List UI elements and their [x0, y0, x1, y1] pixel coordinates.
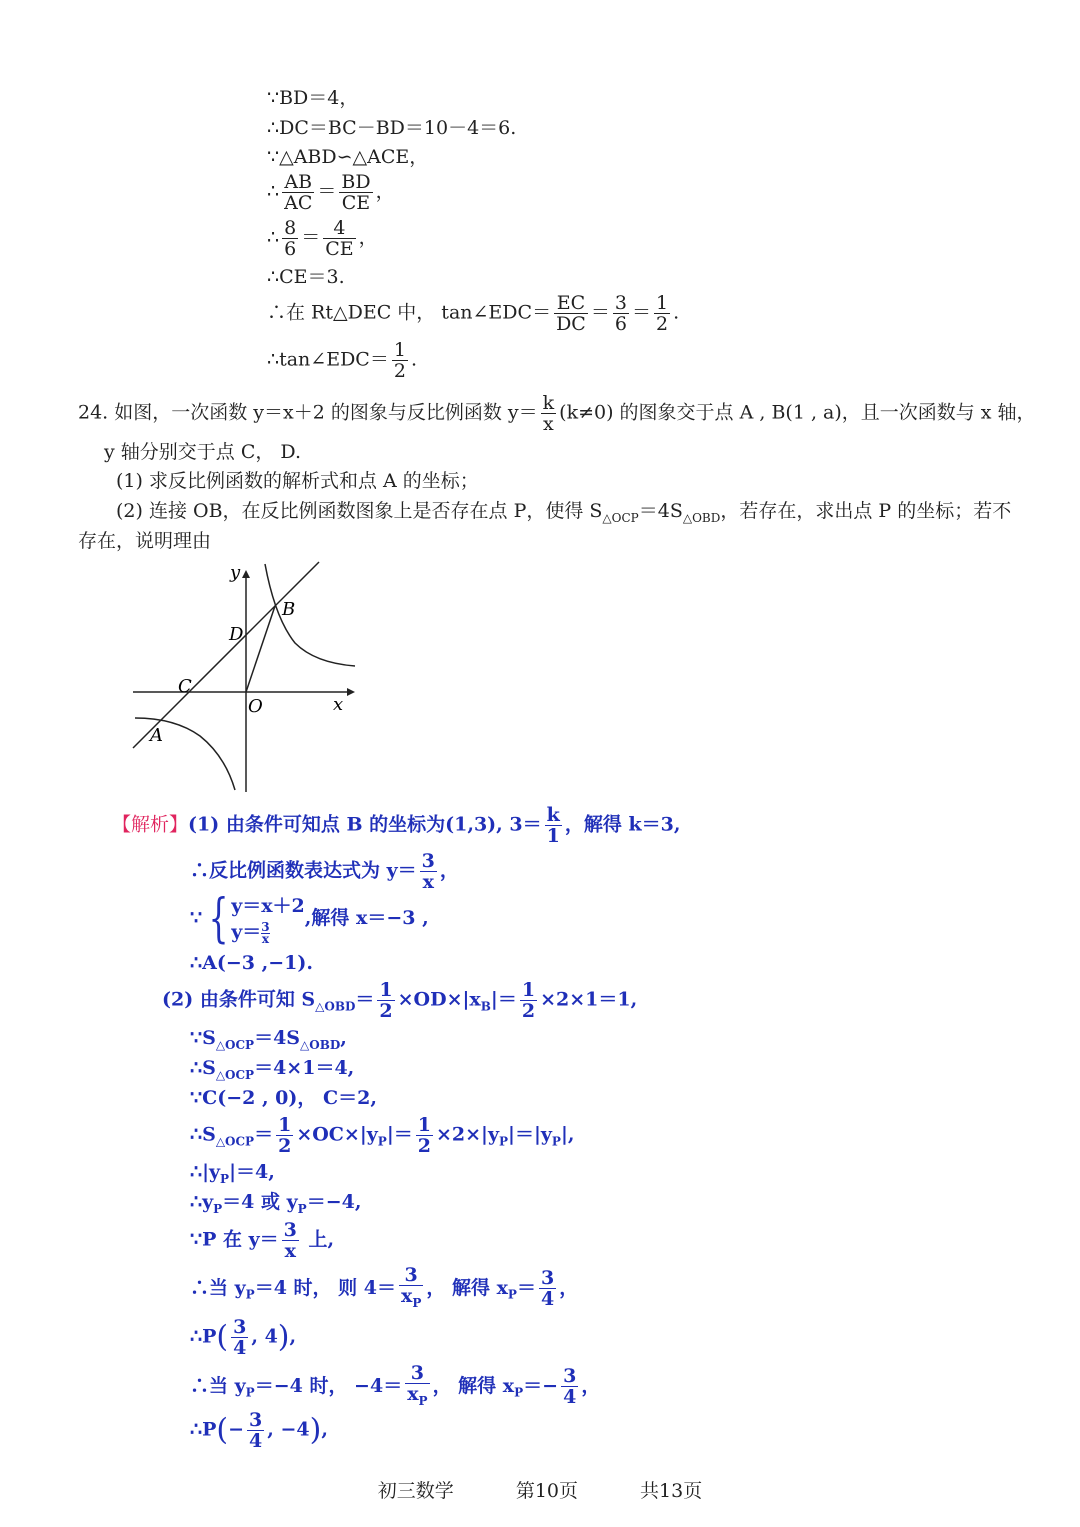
analysis-line: [112, 805, 680, 846]
text: ∵C(−2 , 0)， C＝2,: [190, 1087, 377, 1109]
analysis-line: [190, 951, 313, 975]
text: .: [410, 348, 417, 371]
denominator: DC: [556, 313, 586, 335]
solution-line: [267, 265, 345, 289]
text: ，解得 k＝3,: [564, 813, 681, 836]
fraction: [561, 1366, 578, 1407]
denominator: 4: [249, 1430, 263, 1452]
text: (1) 由条件可知点 B 的坐标为(1,3), 3＝: [188, 813, 542, 836]
problem-line: [104, 440, 301, 464]
x-axis-arrow: [347, 688, 355, 696]
denominator: 1: [546, 825, 560, 847]
text: 上,: [301, 1228, 335, 1251]
numerator: 1: [393, 339, 406, 361]
subscript: B: [480, 999, 491, 1014]
text: ＝: [355, 988, 375, 1011]
text: ∴当 y: [190, 1276, 246, 1299]
text: ＝: [590, 301, 610, 324]
text: ＝: [631, 301, 651, 324]
text: ＝: [317, 180, 337, 203]
text: ，: [358, 226, 378, 249]
numerator: 3: [421, 850, 435, 872]
text: x: [407, 1383, 419, 1405]
subscript: △OBD: [682, 510, 721, 525]
denominator: [405, 1384, 429, 1411]
subscript: P: [245, 1385, 255, 1400]
numerator: 3: [540, 1267, 555, 1290]
label-b: B: [282, 599, 296, 620]
analysis-line: [190, 1190, 361, 1221]
solution-line: [267, 116, 516, 140]
numerator: BD: [341, 171, 371, 193]
subscript: △OCP: [602, 510, 639, 525]
denominator: 4: [540, 1288, 555, 1311]
analysis-line: [190, 1026, 347, 1057]
equation-row: y＝x＋2: [231, 895, 305, 917]
fraction: [654, 293, 670, 334]
analysis-line: [190, 1363, 600, 1411]
denominator: 4: [563, 1386, 577, 1409]
fraction: [392, 340, 408, 381]
text: |＝: [386, 1123, 413, 1146]
label-a: A: [150, 725, 163, 746]
analysis-line: [190, 1056, 354, 1087]
text: ∵P 在 y＝: [190, 1228, 279, 1251]
denominator: CE: [341, 192, 371, 214]
text: ×OC×|y: [296, 1123, 378, 1146]
fraction: [416, 1115, 433, 1156]
problem-line: [78, 529, 211, 553]
text: (1) 求反比例函数的解析式和点 A 的坐标；: [116, 470, 479, 492]
denominator: 2: [655, 313, 669, 335]
subscript: △OBD: [315, 999, 356, 1014]
text: ＝4 时， 则 4＝: [254, 1276, 396, 1299]
fraction: [261, 919, 270, 946]
analysis-line: [190, 1265, 578, 1313]
paren-right: ): [309, 1412, 322, 1448]
numerator: 3: [563, 1365, 577, 1388]
problem-line: [116, 469, 479, 493]
denominator: 6: [284, 238, 297, 260]
subscript: P: [418, 1393, 428, 1408]
function-graph: [125, 558, 365, 798]
text: ×OD×|x: [397, 988, 481, 1011]
denominator: [399, 1286, 423, 1313]
text: ∴y: [190, 1191, 214, 1213]
paren-left: (: [216, 1412, 229, 1448]
solution-line: [267, 86, 358, 110]
text: ＝4×1＝4,: [254, 1057, 355, 1079]
numerator: 3: [405, 1363, 429, 1384]
text: ∵BD＝4，: [267, 87, 359, 109]
text: ,: [340, 1027, 347, 1049]
subscript: △OBD: [300, 1037, 341, 1052]
numerator: 3: [233, 1316, 247, 1338]
text: ∴S: [190, 1057, 216, 1079]
text: ,: [321, 1418, 328, 1441]
text: ，若存在，求出点 P 的坐标；若不: [720, 500, 1012, 522]
text: ∴: [267, 226, 280, 249]
denominator: x: [261, 931, 269, 946]
solution-line: [267, 218, 378, 259]
text: |＝|y: [508, 1123, 552, 1146]
text: ∴在 Rt△DEC 中， tan∠EDC＝: [267, 301, 552, 324]
segment-ob: [246, 606, 275, 692]
text: |＝4,: [229, 1161, 275, 1183]
text: ＝4S: [638, 500, 683, 522]
fraction: [231, 1317, 248, 1358]
text: ∵△ABD∽△ACE，: [267, 146, 429, 168]
analysis-line: [190, 889, 429, 949]
text: ∴|y: [190, 1161, 221, 1183]
text: ＝4 或 y: [222, 1191, 298, 1213]
denominator: CE: [325, 238, 354, 260]
subscript: △OCP: [215, 1134, 255, 1149]
brace: {: [208, 889, 229, 949]
denominator: 2: [417, 1135, 431, 1157]
text: (k≠0) 的图象交于点 A , B(1 , a)，且一次函数与 x 轴，: [559, 401, 1036, 424]
footer-page-number: 第10页: [515, 1480, 578, 1502]
fraction: [613, 293, 629, 334]
numerator: 8: [284, 217, 297, 239]
text: ∵S: [190, 1027, 216, 1049]
fraction: [323, 218, 355, 259]
text: ∵: [190, 907, 203, 929]
text: ∴P: [190, 1418, 217, 1441]
denominator: 2: [379, 1000, 393, 1022]
numerator: 1: [278, 1114, 292, 1136]
text: ＝: [254, 1123, 274, 1146]
numerator: AB: [282, 172, 314, 193]
text: 24. 如图，一次函数 y＝x＋2 的图象与反比例函数 y＝: [78, 401, 538, 424]
hyperbola-branch-1: [265, 564, 355, 666]
text: , −4: [267, 1418, 310, 1441]
text: −: [228, 1418, 245, 1441]
text: y＝: [231, 921, 262, 943]
label-d: D: [229, 624, 244, 645]
fraction: [282, 218, 298, 259]
subscript: P: [412, 1295, 422, 1310]
text: ， 解得 x: [426, 1276, 508, 1299]
equation-row: [231, 919, 305, 945]
denominator: 6: [614, 313, 627, 335]
fraction: [247, 1410, 264, 1451]
numerator: 1: [379, 979, 393, 1001]
text: ∴tan∠EDC＝: [267, 348, 389, 371]
text: ＝4S: [254, 1027, 301, 1049]
denominator: AC: [284, 192, 313, 214]
paren-right: ): [277, 1319, 290, 1355]
text: ，: [375, 180, 395, 203]
fraction: [520, 980, 537, 1021]
numerator: EC: [554, 293, 588, 314]
text: (2) 连接 OB，在反比例函数图象上是否存在点 P，使得 S: [116, 500, 603, 522]
text: |,: [560, 1123, 575, 1146]
denominator: x: [284, 1240, 296, 1262]
numerator: 3: [261, 919, 270, 934]
denominator: 4: [233, 1337, 247, 1359]
text: ∴CE＝3.: [267, 266, 345, 288]
text: , 4: [251, 1325, 278, 1348]
text: 存在，说明理由: [78, 530, 212, 552]
text: ∴反比例函数表达式为 y＝: [190, 859, 417, 882]
analysis-line: [190, 1115, 574, 1156]
subscript: △OCP: [215, 1037, 255, 1052]
subscript: △OCP: [215, 1067, 255, 1082]
fraction: [377, 980, 394, 1021]
subscript: P: [551, 1134, 561, 1149]
denominator: 2: [393, 360, 406, 382]
text: ＝−4,: [306, 1191, 362, 1213]
numerator: 1: [521, 979, 536, 1001]
y-axis-arrow: [242, 570, 250, 578]
fraction: [545, 805, 562, 846]
text: ∴当 y: [190, 1374, 246, 1397]
subscript: P: [507, 1287, 517, 1302]
analysis-line: [190, 851, 459, 892]
numerator: k: [542, 392, 555, 414]
fraction: [282, 172, 314, 213]
text: ∴: [267, 180, 280, 203]
text: ,: [289, 1325, 297, 1348]
fraction: [554, 293, 588, 334]
subscript: P: [297, 1201, 307, 1216]
numerator: 3: [283, 1219, 297, 1241]
subscript: P: [213, 1201, 223, 1216]
subscript: P: [377, 1134, 387, 1149]
numerator: 4: [323, 218, 355, 239]
text: x: [400, 1285, 413, 1307]
solution-line: [267, 145, 428, 169]
text: |＝: [490, 988, 517, 1011]
text: ∴P: [190, 1325, 217, 1348]
text: (2) 由条件可知 S: [162, 988, 316, 1011]
numerator: 1: [417, 1114, 431, 1136]
denominator: 2: [278, 1135, 292, 1157]
analysis-line: [190, 1317, 296, 1358]
numerator: 1: [655, 292, 669, 314]
numerator: 3: [399, 1265, 423, 1286]
text: .: [673, 301, 680, 324]
footer-subject: 初三数学: [377, 1480, 454, 1502]
label-c: C: [178, 676, 192, 697]
denominator: x: [543, 413, 554, 435]
denominator: x: [422, 871, 434, 893]
analysis-line: [190, 1160, 275, 1191]
problem-line: [116, 499, 1011, 530]
text: y 轴分别交于点 C， D.: [104, 441, 301, 463]
equation-system: [231, 893, 305, 945]
fraction: [282, 1220, 299, 1261]
subscript: P: [499, 1134, 509, 1149]
fraction: [399, 1265, 423, 1313]
fraction: [276, 1115, 293, 1156]
label-o: O: [248, 696, 263, 717]
analysis-line: [162, 980, 637, 1021]
solution-line: [267, 172, 395, 213]
fraction: [539, 1268, 556, 1309]
fraction: [339, 172, 372, 213]
subscript: P: [514, 1385, 524, 1400]
text: ＝−4 时， −4＝: [254, 1374, 403, 1397]
analysis-line: [190, 1086, 377, 1110]
subscript: P: [245, 1287, 255, 1302]
text: ，: [439, 859, 459, 882]
text: ，: [581, 1374, 601, 1397]
label-x: x: [333, 694, 344, 715]
numerator: 3: [614, 292, 627, 314]
subscript: P: [220, 1171, 230, 1186]
footer-total-pages: 共13页: [640, 1480, 703, 1502]
text: ∴S: [190, 1123, 216, 1146]
fraction: [541, 393, 557, 434]
text: ，: [559, 1276, 579, 1299]
text: ×2×1＝1,: [540, 988, 638, 1011]
analysis-tag: 【解析】: [112, 813, 189, 836]
text: ， 解得 x: [432, 1374, 515, 1397]
text: ×2×|y: [435, 1123, 499, 1146]
numerator: k: [545, 805, 562, 826]
text: ∴DC＝BC－BD＝10－4＝6.: [267, 117, 517, 139]
text: ＝: [301, 226, 321, 249]
solution-line: [267, 293, 679, 334]
label-y: y: [230, 562, 241, 583]
fraction: [405, 1363, 429, 1411]
page-footer: [0, 1476, 1080, 1503]
text: ＝: [516, 1276, 536, 1299]
fraction: [420, 851, 437, 892]
analysis-line: [190, 1220, 334, 1261]
text: ∴A(−3 ,−1).: [190, 952, 313, 974]
solution-line: [267, 340, 417, 381]
paren-left: (: [216, 1319, 229, 1355]
analysis-line: [190, 1410, 328, 1451]
text: ＝−: [523, 1374, 559, 1397]
problem-line: [78, 393, 1036, 434]
text: ,解得 x＝−3 ,: [304, 907, 429, 929]
denominator: 2: [521, 1000, 536, 1022]
numerator: 3: [249, 1409, 263, 1431]
